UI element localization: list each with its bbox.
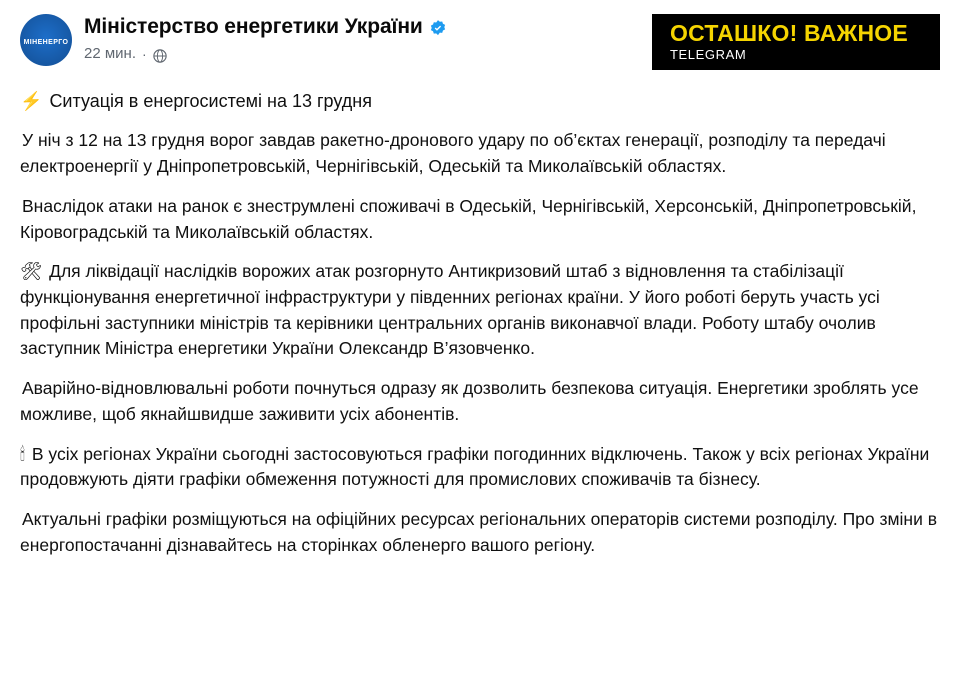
paragraph-text: У ніч з 12 на 13 грудня ворог завдав ракетно-дронового удару по об’єктах генерації, розподілу та передачі електроенергії у Дніпропетровській, Чернігівській, Одеській та Миколаївській областях.: [20, 130, 886, 177]
avatar-label: МІНЕНЕРГО: [23, 38, 69, 46]
tools-icon: 🛠: [20, 261, 43, 282]
post-meta: [84, 45, 447, 62]
verified-badge-icon: [429, 19, 447, 37]
post-title-text: Ситуація в енергосистемі на 13 грудня: [49, 91, 372, 111]
paragraph-text: Внаслідок атаки на ранок є знеструмлені споживачі в Одеській, Чернігівській, Херсонській, Дніпропетровській, Кіровоградській та Миколаївській областях.: [20, 195, 917, 242]
post-paragraph: [20, 376, 940, 427]
post-paragraph: [20, 259, 940, 362]
post-paragraph: [20, 128, 940, 179]
paragraph-text: Для ліквідації наслідків ворожих атак розгорнуто Антикризовий штаб з відновлення та стабілізації функціонування енергетичної інфраструктури у південних регіонах країни. У його роботі беруть участь усі профільні заступники міністрів та керівники центральних органів виконавчої влади. Роботу штабу очолив заступник Міністра енергетики України Олександр В’язовченко.: [20, 261, 880, 359]
post-title: [20, 88, 940, 114]
post-body: [20, 88, 940, 559]
post-paragraph: [20, 194, 940, 245]
post-paragraph: [20, 442, 940, 493]
page-name[interactable]: Міністерство енергетики України: [84, 15, 423, 38]
globe-icon[interactable]: [153, 49, 167, 63]
meta-separator: ·: [142, 45, 147, 62]
paragraph-text: В усіх регіонах України сьогодні застосовуються графіки погодинних відключень. Також у всіх регіонах України продовжують діяти графіки обмеження потужності для промислових споживачів та бізнесу.: [20, 443, 930, 490]
post-paragraph: [20, 507, 940, 558]
watermark-subtitle: TELEGRAM: [670, 47, 747, 63]
author-name-row: [84, 15, 447, 39]
paragraph-text: Аварійно-відновлювальні роботи почнуться одразу як дозволить безпекова ситуація. Енергетики зроблять усе можливе, щоб якнайшвидше заживити усіх абонентів.: [20, 378, 919, 424]
candle-icon: 🕯: [20, 443, 25, 464]
post-author-block: [84, 14, 447, 62]
watermark-title: ОСТАШКО! ВАЖНОЕ: [670, 20, 908, 47]
avatar[interactable]: [20, 14, 72, 66]
paragraph-text: Актуальні графіки розміщуються на офіційних ресурсах регіональних операторів системи розподілу. Про зміни в енергопостачанні дізнавайтесь на сторінках обленерго вашого регіону.: [20, 509, 938, 555]
post-timestamp[interactable]: 22 мин.: [84, 45, 136, 63]
watermark-overlay: [652, 14, 940, 70]
lightning-icon: ⚡: [20, 91, 43, 111]
